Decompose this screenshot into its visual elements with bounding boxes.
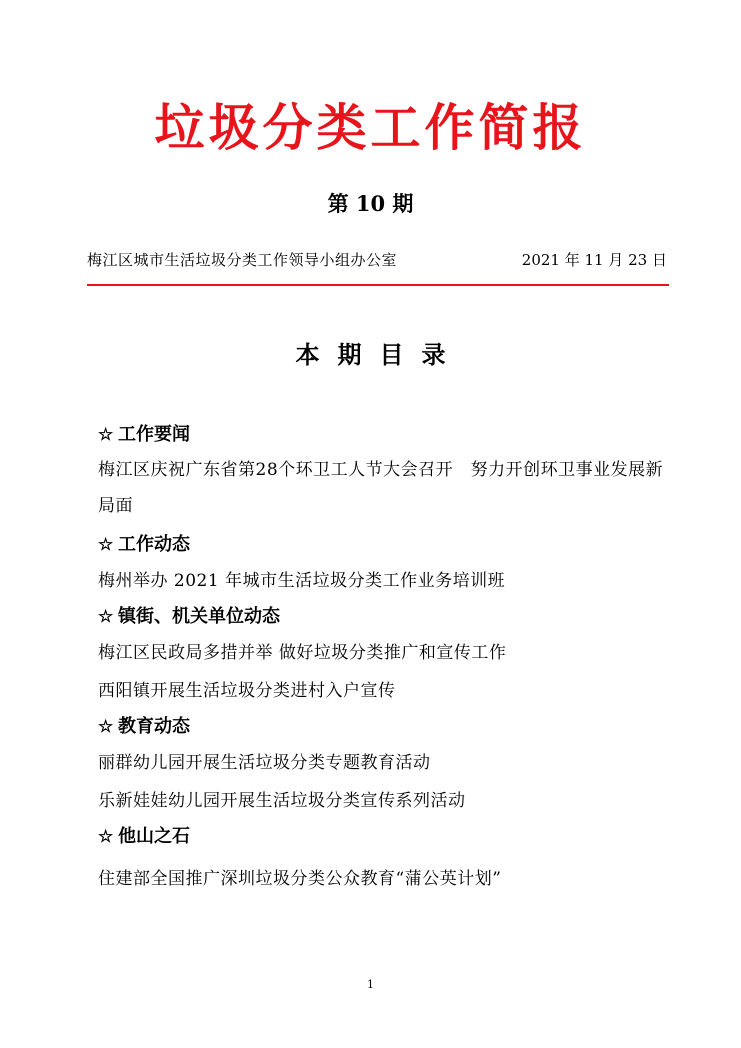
issuer-row (87, 247, 667, 273)
section-heading-label: 工作要闻 (118, 424, 190, 445)
section-heading (98, 528, 668, 562)
toc-item-link[interactable]: 梅江区民政局多措并举 做好垃圾分类推广和宣传工作 (98, 643, 507, 663)
star-icon: ☆ (98, 607, 114, 627)
issue-date: 2021 年 11 月 23 日 (521, 251, 667, 269)
toc-item-link[interactable]: 西阳镇开展生活垃圾分类进村入户宣传 (98, 681, 396, 701)
issuer-office: 梅江区城市生活垃圾分类工作领导小组办公室 (87, 251, 398, 269)
toc-section-external-reference (98, 820, 668, 898)
section-heading (98, 820, 668, 854)
toc-item-link[interactable]: 梅江区庆祝广东省第28个环卫工人节大会召开 努力开创环卫事业发展新局面 (98, 460, 664, 516)
toc-section-education-updates (98, 710, 668, 820)
star-icon: ☆ (98, 827, 114, 847)
star-icon: ☆ (98, 717, 114, 737)
toc-section-work-news (98, 418, 668, 524)
section-heading (98, 418, 668, 452)
section-heading (98, 710, 668, 744)
toc-item-link[interactable]: 丽群幼儿园开展生活垃圾分类专题教育活动 (98, 753, 431, 773)
section-heading (98, 600, 668, 634)
masthead-title: 垃圾分类工作简报 (154, 98, 587, 157)
star-icon: ☆ (98, 425, 114, 445)
section-heading-label: 镇街、机关单位动态 (118, 606, 280, 627)
red-divider-rule (87, 284, 669, 286)
toc-item-link[interactable]: 住建部全国推广深圳垃圾分类公众教育“蒲公英计划” (98, 869, 502, 889)
page-number: 1 (367, 978, 374, 991)
toc-title: 本期目录 (295, 340, 464, 369)
toc-section-town-agency-updates (98, 600, 668, 710)
table-of-contents (98, 418, 668, 898)
star-icon: ☆ (98, 535, 114, 555)
section-heading-label: 教育动态 (118, 716, 190, 737)
toc-section-work-updates (98, 528, 668, 600)
section-heading-label: 他山之石 (118, 826, 190, 847)
issue-number: 第 10 期 (327, 191, 414, 216)
toc-item-link[interactable]: 梅州举办 2021 年城市生活垃圾分类工作业务培训班 (98, 571, 506, 591)
section-heading-label: 工作动态 (118, 534, 190, 555)
toc-item-link[interactable]: 乐新娃娃幼儿园开展生活垃圾分类宣传系列活动 (98, 791, 466, 811)
